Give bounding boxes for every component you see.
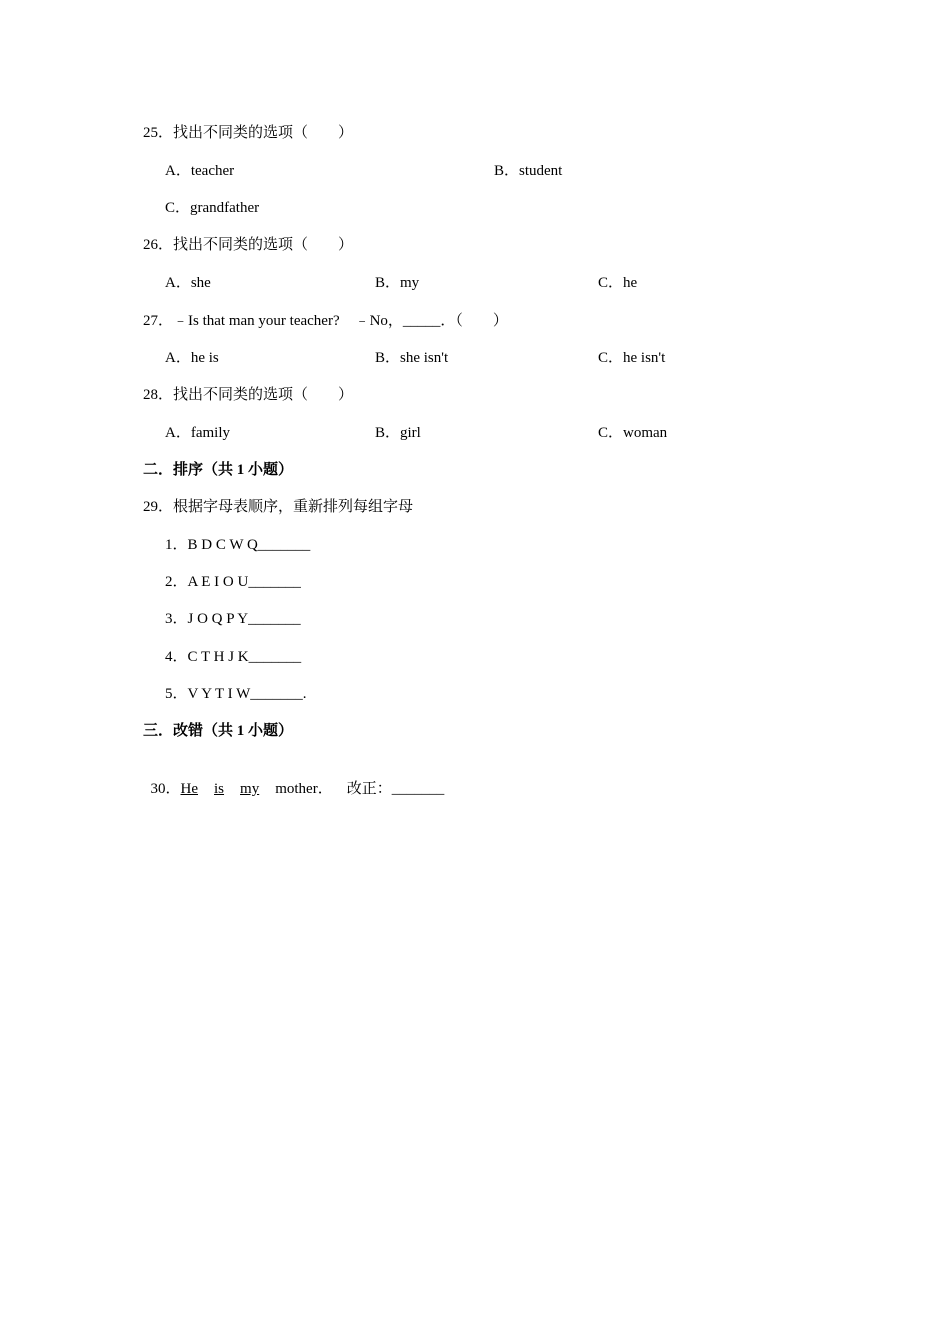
q30-word-he: He	[180, 781, 199, 797]
q30-correction: 改正：_______	[346, 781, 445, 797]
q26-stem: 26．找出不同类的选项（ ）	[143, 237, 354, 253]
q27-stem: 27．﹣Is that man your teacher? ﹣No，_____．（ ）	[143, 313, 508, 329]
q29-item-3: 3．J O Q P Y_______	[165, 611, 301, 627]
q27-option-a: A．he is	[165, 350, 219, 366]
q27-option-b: B．she isn't	[375, 350, 449, 366]
q29-item-5: 5．V Y T I W_______.	[165, 686, 307, 702]
q25-option-c: C．grandfather	[165, 200, 260, 216]
q30-word-my: my	[240, 781, 260, 797]
q29-item-4: 4．C T H J K_______	[165, 649, 302, 665]
q28-option-b: B．girl	[375, 425, 421, 441]
q29-stem: 29．根据字母表顺序，重新排列每组字母	[143, 499, 414, 515]
q29-item-2: 2．A E I O U_______	[165, 574, 301, 590]
q25-stem: 25．找出不同类的选项（ ）	[143, 125, 354, 141]
q30-word-is: is	[214, 781, 225, 797]
q26-option-b: B．my	[375, 275, 420, 291]
q28-option-a: A．family	[165, 425, 230, 441]
q30-number: 30．	[150, 781, 181, 797]
section-3-heading: 三．改错（共 1 小题）	[143, 723, 294, 739]
q30-word-mother: mother．	[275, 781, 333, 797]
q25-option-b: B．student	[494, 163, 563, 179]
q27-option-c: C．he isn't	[598, 350, 666, 366]
q28-option-c: C．woman	[598, 425, 668, 441]
q30-line	[143, 759, 445, 797]
q28-stem: 28．找出不同类的选项（ ）	[143, 387, 354, 403]
q29-item-1: 1．B D C W Q_______	[165, 537, 311, 553]
q25-option-a: A．teacher	[165, 163, 235, 179]
section-2-heading: 二．排序（共 1 小题）	[143, 462, 294, 478]
q26-option-a: A．she	[165, 275, 211, 291]
q26-option-c: C．he	[598, 275, 638, 291]
